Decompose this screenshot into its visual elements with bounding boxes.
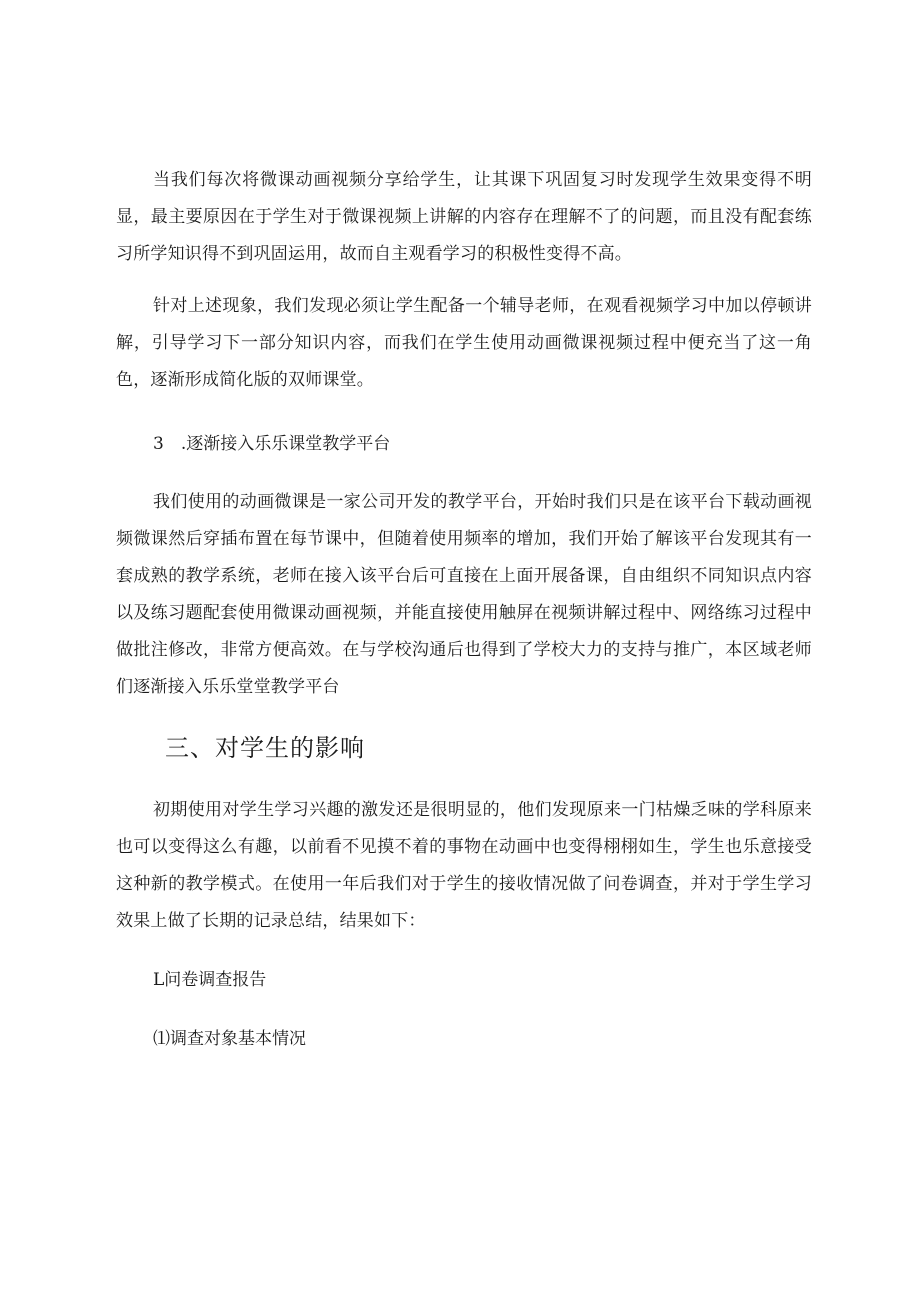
subheading-survey-subject: ⑴调查对象基本情况 — [153, 1029, 306, 1049]
paragraph-video-sharing-issue: 当我们每次将微课动画视频分享给学生，让其课下巩固复习时发现学生效果变得不明显，最主要原因在于学生对于微课视频上讲解的内容存在理解不了的问题，而且没有配套练习所学知识得不到巩固运用，故而自主观看学习的积极性变得不高。 — [116, 170, 812, 264]
paragraph-dual-teacher: 针对上述现象，我们发现必须让学生配备一个辅导老师，在观看视频学习中加以停顿讲解，引导学习下一部分知识内容，而我们在学生使用动画微课视频过程中便充当了这一角色，逐渐形成简化版的双师课堂。 — [116, 296, 812, 390]
subheading-platform-integration: 3 .逐渐接入乐乐课堂教学平台 — [153, 434, 391, 454]
paragraph-initial-effects: 初期使用对学生学习兴趣的激发还是很明显的，他们发现原来一门枯燥乏味的学科原来也可以变得这么有趣，以前看不见摸不着的事物在动画中也变得栩栩如生，学生也乐意接受这种新的教学模式。在使用一年后我们对于学生的接收情况做了问卷调查，并对于学生学习效果上做了长期的记录总结，结果如下： — [116, 800, 812, 931]
section-heading-impact-on-students: 三、对学生的影响 — [165, 734, 365, 762]
paragraph-platform-description: 我们使用的动画微课是一家公司开发的教学平台，开始时我们只是在该平台下载动画视频微课然后穿插布置在每节课中，但随着使用频率的增加，我们开始了解该平台发现其有一套成熟的教学系统，老师在接入该平台后可直接在上面开展备课，自由组织不同知识点内容以及练习题配套使用微课动画视频，并能直接使用触屏在视频讲解过程中、网络练习过程中做批注修改，非常方便高效。在与学校沟通后也得到了学校大力的支持与推广，本区域老师们逐渐接入乐乐堂堂教学平台 — [116, 492, 812, 697]
subheading-survey-report: L问卷调查报告 — [153, 970, 267, 990]
